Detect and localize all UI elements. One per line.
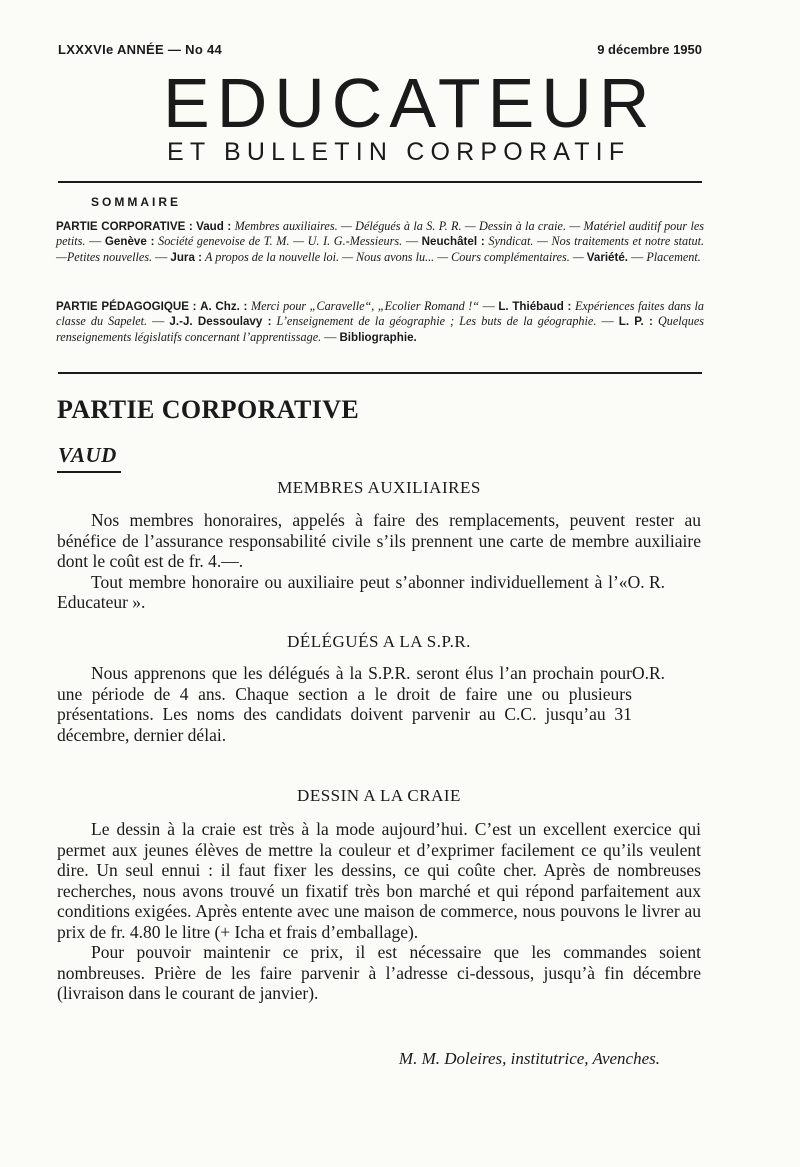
delegues-paragraph-1 xyxy=(57,663,701,745)
summary-lp-label: L. P. : xyxy=(618,315,653,329)
membres-signature: O. R. xyxy=(627,571,665,592)
membres-paragraph-1: Nos membres honoraires, appelés à faire des remplacements, peuvent rester au bénéfice de l’assurance responsabilité civile s’ils prennent une carte de membre auxiliaire dont le coût est de fr. 4.—. xyxy=(57,510,701,571)
summary-thiebaud-label: L. Thiébaud : xyxy=(498,300,572,313)
delegues-paragraph-1-text: Nous apprenons que les délégués à la S.P.R. seront élus l’an prochain pour une période de 4 ans. Chaque section a le droit de faire une ou plusieurs présentations. Les noms des candidats doivent parvenir au C.C. jusqu’au 31 décembre, dernier délai. xyxy=(57,663,632,745)
summary-neuchatel-label: Neuchâtel : xyxy=(421,235,485,249)
article-body-delegues xyxy=(57,663,701,745)
article-body-dessin xyxy=(57,819,701,1004)
membres-paragraph-2 xyxy=(57,572,701,613)
summary-chz-label: A. Chz. : xyxy=(200,300,248,313)
delegues-signature: O.R. xyxy=(631,663,665,683)
summary-chz-text: Merci pour „Caravelle“, „Ecolier Romand !“ xyxy=(250,299,480,313)
summary-geneve-text: Société genevoise de T. M. — U. I. G.-Messieurs. xyxy=(158,234,403,249)
summary-dessoulavy-label: J.-J. Dessoulavy : xyxy=(169,315,272,329)
article-title-delegues: DÉLÉGUÉS A LA S.P.R. xyxy=(287,632,471,651)
journal-subtitle: ET BULLETIN CORPORATIF xyxy=(167,138,631,166)
canton-underline xyxy=(57,471,121,473)
article-body-membres xyxy=(57,510,701,613)
canton-heading: VAUD xyxy=(58,443,117,467)
summary-peda-label: PARTIE PÉDAGOGIQUE : xyxy=(56,300,197,313)
summary-biblio-label: Bibliographie. xyxy=(339,330,417,344)
sommaire-heading: SOMMAIRE xyxy=(91,195,181,209)
summary-corporative: PARTIE CORPORATIVE : Vaud : Membres auxiliaires. — Délégués à la S. P. R. — Dessin à la craie. — Matériel auditif pour les petits. — Genève : Société genevoise de T. M. — U. I. G.-Messieurs. — Neuchâtel : Syndicat. — Nos traitements et notre statut. —Petites nouvelles. — Jura : A propos de la nouvelle loi. — Nous avons lu... — Cours complémentaires. — Variété. — Placement. xyxy=(56,219,705,264)
article-title-membres: MEMBRES AUXILIAIRES xyxy=(277,478,481,497)
membres-paragraph-2-text: Tout membre honoraire ou auxiliaire peut s’abonner individuellement à l’« Educateur ». xyxy=(57,571,628,612)
section-heading: PARTIE CORPORATIVE xyxy=(57,395,360,424)
summary-vaud-label: Vaud : xyxy=(196,220,232,233)
summary-vaud-text: Membres auxiliaires. — Délégués à la S. P. R. — Dessin à la craie. — Matériel auditif pour les petits. xyxy=(56,219,705,249)
middle-divider xyxy=(58,372,702,374)
journal-title: EDUCATEUR xyxy=(163,64,657,142)
summary-lp-text: Quelques renseignements législatifs concernant l’apprentissage. xyxy=(56,314,705,344)
summary-variete-text: Placement. xyxy=(646,249,701,264)
summary-jura-label: Jura : xyxy=(170,250,202,264)
summary-corp-label: PARTIE CORPORATIVE : xyxy=(56,220,193,233)
summary-dessoulavy-text: L’enseignement de la géographie ; Les buts de la géographie. xyxy=(276,314,597,329)
summary-thiebaud-text: Expériences faites dans la classe du Sapelet. xyxy=(56,299,705,329)
issue-number: LXXXVIe ANNÉE — No 44 xyxy=(58,42,223,57)
summary-geneve-label: Genève : xyxy=(104,235,155,249)
issue-date: 9 décembre 1950 xyxy=(597,42,702,57)
summary-neuchatel-text: Syndicat. — Nos traitements et notre statut. —Petites nouvelles. xyxy=(56,234,705,264)
dessin-signature: M. M. Doleires, institutrice, Avenches. xyxy=(398,1049,660,1068)
summary-pedagogique: PARTIE PÉDAGOGIQUE : A. Chz. : Merci pour „Caravelle“, „Ecolier Romand !“ — L. Thiébaud : Expériences faites dans la classe du Sapelet. — J.-J. Dessoulavy : L’enseignement de la géographie ; Les buts de la géographie. — L. P. : Quelques renseignements législatifs concernant l’apprentissage. — Bibliographie. xyxy=(56,299,705,344)
article-title-dessin: DESSIN A LA CRAIE xyxy=(297,786,461,805)
summary-variete-label: Variété. xyxy=(586,250,629,264)
dessin-paragraph-2: Pour pouvoir maintenir ce prix, il est nécessaire que les commandes soient nombreuses. Prière de les faire parvenir à l’adresse ci-dessous, jusqu’à fin décembre (livraison dans le courant de janvier). xyxy=(57,942,701,1003)
summary-jura-text: A propos de la nouvelle loi. — Nous avons lu... — Cours complémentaires. — xyxy=(205,249,584,264)
dessin-paragraph-1: Le dessin à la craie est très à la mode aujourd’hui. C’est un excellent exercice qui permet aux jeunes élèves de mettre la couleur et d’exprimer facilement ce qu’ils veulent dire. Un seul ennui : il faut fixer les dessins, ce qui coûte cher. Après de nombreuses recherches, nous avons trouvé un fixatif très bon marché et qui répond parfaitement aux conditions exigées. Après entente avec une maison de commerce, nous pouvons le livrer au prix de fr. 4.80 le litre (+ Icha et frais d’emballage). xyxy=(57,819,701,942)
top-divider xyxy=(58,181,702,183)
